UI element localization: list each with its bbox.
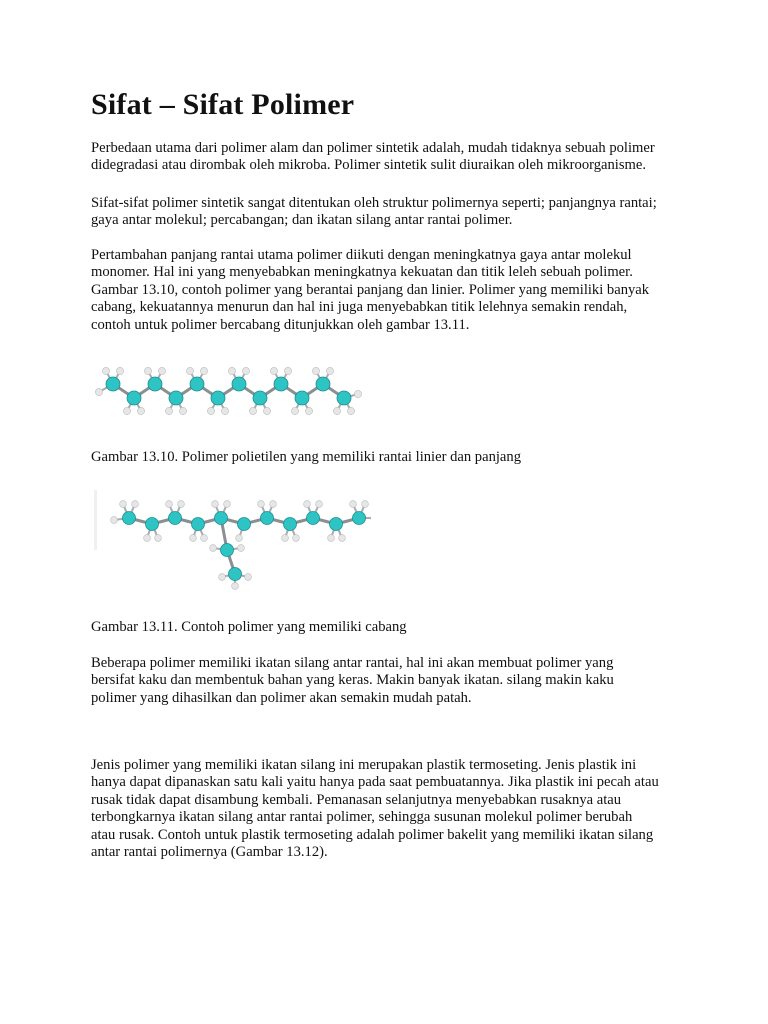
carbon-atom <box>169 512 182 525</box>
carbon-atom <box>192 518 205 531</box>
page-title: Sifat – Sifat Polimer <box>91 88 355 121</box>
hydrogen-atom <box>116 367 123 374</box>
carbon-atom <box>337 391 351 405</box>
hydrogen-atom <box>284 367 291 374</box>
paragraph-4-line: bersifat kaku dan membentuk bahan yang keras. Makin banyak ikatan. silang makin kaku <box>91 672 614 689</box>
carbon-atom <box>253 391 267 405</box>
hydrogen-atom <box>224 501 231 508</box>
carbon-atom <box>148 377 162 391</box>
paragraph-4-line: polimer yang dihasilkan dan polimer akan semakin mudah patah. <box>91 689 472 706</box>
hydrogen-atom <box>158 367 165 374</box>
paragraph-2 <box>91 195 691 230</box>
carbon-atom <box>221 544 234 557</box>
hydrogen-atom <box>236 535 243 542</box>
paragraph-1-line: didegradasi atau dirombak oleh mikroba. Polimer sintetik sulit diuraikan oleh mikroorganisme. <box>91 157 646 174</box>
paragraph-5-line: atau rusak. Contoh untuk plastik termoseting adalah polimer bakelit yang memiliki ikatan silang <box>91 826 654 843</box>
hydrogen-atom <box>221 407 228 414</box>
hydrogen-atom <box>270 501 277 508</box>
hydrogen-atom <box>210 545 217 552</box>
carbon-atom <box>353 512 366 525</box>
hydrogen-atom <box>238 545 245 552</box>
hydrogen-atom <box>201 535 208 542</box>
paragraph-3-line: monomer. Hal ini yang menyebabkan meningkatnya kekuatan dan titik leleh sebuah polimer. <box>91 264 633 281</box>
figure-linear-polymer <box>91 362 381 420</box>
hydrogen-atom <box>304 501 311 508</box>
carbon-atom <box>127 391 141 405</box>
carbon-atom <box>238 518 251 531</box>
paragraph-4 <box>91 655 691 707</box>
paragraph-4-line: Beberapa polimer memiliki ikatan silang antar rantai, hal ini akan membuat polimer yang <box>91 655 614 671</box>
carbon-atom <box>229 568 242 581</box>
carbon-atom <box>123 512 136 525</box>
carbon-atom <box>169 391 183 405</box>
hydrogen-atom <box>212 501 219 508</box>
hydrogen-atom <box>111 517 118 524</box>
carbon-atom <box>284 518 297 531</box>
hydrogen-atom <box>95 388 102 395</box>
hydrogen-atom <box>312 367 319 374</box>
paragraph-3-line: contoh untuk polimer bercabang ditunjukkan oleh gambar 13.11. <box>91 316 470 333</box>
paragraph-1 <box>91 140 691 175</box>
hydrogen-atom <box>291 407 298 414</box>
hydrogen-atom <box>270 367 277 374</box>
carbon-atom <box>106 377 120 391</box>
hydrogen-atom <box>179 407 186 414</box>
paragraph-5-line: terbongkarnya ikatan silang antar rantai polimer, sehingga susunan molekul polimer berubah <box>91 809 633 826</box>
carbon-atom <box>146 518 159 531</box>
hydrogen-atom <box>339 535 346 542</box>
paragraph-5-line: Jenis polimer yang memiliki ikatan silang ini merupakan plastik termoseting. Jenis plastik ini <box>91 757 637 773</box>
hydrogen-atom <box>316 501 323 508</box>
hydrogen-atom <box>263 407 270 414</box>
figure-branched-polymer <box>91 484 371 594</box>
paragraph-2-line: Sifat-sifat polimer sintetik sangat ditentukan oleh struktur polimernya seperti; panjangnya rantai; <box>91 195 657 211</box>
hydrogen-atom <box>123 407 130 414</box>
hydrogen-atom <box>186 367 193 374</box>
hydrogen-atom <box>144 535 151 542</box>
hydrogen-atom <box>200 367 207 374</box>
hydrogen-atom <box>219 574 226 581</box>
carbon-atom <box>215 512 228 525</box>
figure-caption-13-10: Gambar 13.10. Polimer polietilen yang memiliki rantai linier dan panjang <box>91 449 522 465</box>
hydrogen-atom <box>144 367 151 374</box>
paragraph-5 <box>91 757 691 861</box>
carbon-atom <box>295 391 309 405</box>
hydrogen-atom <box>207 407 214 414</box>
paragraph-5-line: hanya dapat dipanaskan satu kali yaitu hanya pada saat pembuatannya. Jika plastik ini pecah atau <box>91 774 659 791</box>
hydrogen-atom <box>137 407 144 414</box>
hydrogen-atom <box>232 583 239 590</box>
hydrogen-atom <box>190 535 197 542</box>
hydrogen-atom <box>333 407 340 414</box>
hydrogen-atom <box>350 501 357 508</box>
hydrogen-atom <box>178 501 185 508</box>
hydrogen-atom <box>305 407 312 414</box>
carbon-atom <box>232 377 246 391</box>
carbon-atom <box>330 518 343 531</box>
hydrogen-atom <box>155 535 162 542</box>
hydrogen-atom <box>242 367 249 374</box>
hydrogen-atom <box>347 407 354 414</box>
hydrogen-atom <box>120 501 127 508</box>
paragraph-3-line: cabang, kekuatannya menurun dan hal ini juga menyebabkan titik lelehnya semakin rendah, <box>91 299 628 316</box>
hydrogen-atom <box>245 574 252 581</box>
figure-caption-13-11: Gambar 13.11. Contoh polimer yang memiliki cabang <box>91 619 407 635</box>
hydrogen-atom <box>328 535 335 542</box>
hydrogen-atom <box>282 535 289 542</box>
hydrogen-atom <box>166 501 173 508</box>
carbon-atom <box>274 377 288 391</box>
carbon-atom <box>261 512 274 525</box>
hydrogen-atom <box>293 535 300 542</box>
paragraph-3-line: Gambar 13.10, contoh polimer yang berantai panjang dan linier. Polimer yang memiliki banyak <box>91 281 650 298</box>
hydrogen-atom <box>132 501 139 508</box>
hydrogen-atom <box>102 367 109 374</box>
carbon-atom <box>316 377 330 391</box>
carbon-atom <box>307 512 320 525</box>
paragraph-2-line: gaya antar molekul; percabangan; dan ikatan silang antar rantai polimer. <box>91 212 513 229</box>
figure-edge-artifact <box>94 490 97 550</box>
hydrogen-atom <box>258 501 265 508</box>
hydrogen-atom <box>362 501 369 508</box>
hydrogen-atom <box>228 367 235 374</box>
hydrogen-atom <box>165 407 172 414</box>
carbon-atom <box>211 391 225 405</box>
paragraph-5-line: antar rantai polimernya (Gambar 13.12). <box>91 844 328 861</box>
paragraph-3-line: Pertambahan panjang rantai utama polimer diikuti dengan meningkatnya gaya antar molekul <box>91 247 632 263</box>
paragraph-1-line: Perbedaan utama dari polimer alam dan polimer sintetik adalah, mudah tidaknya sebuah polimer <box>91 140 655 156</box>
hydrogen-atom <box>326 367 333 374</box>
hydrogen-atom <box>354 390 361 397</box>
paragraph-3 <box>91 247 691 334</box>
hydrogen-atom <box>249 407 256 414</box>
carbon-atom <box>190 377 204 391</box>
paragraph-5-line: rusak tidak dapat disambung kembali. Pemanasan selanjutnya menyebabkan rusaknya atau <box>91 791 622 808</box>
